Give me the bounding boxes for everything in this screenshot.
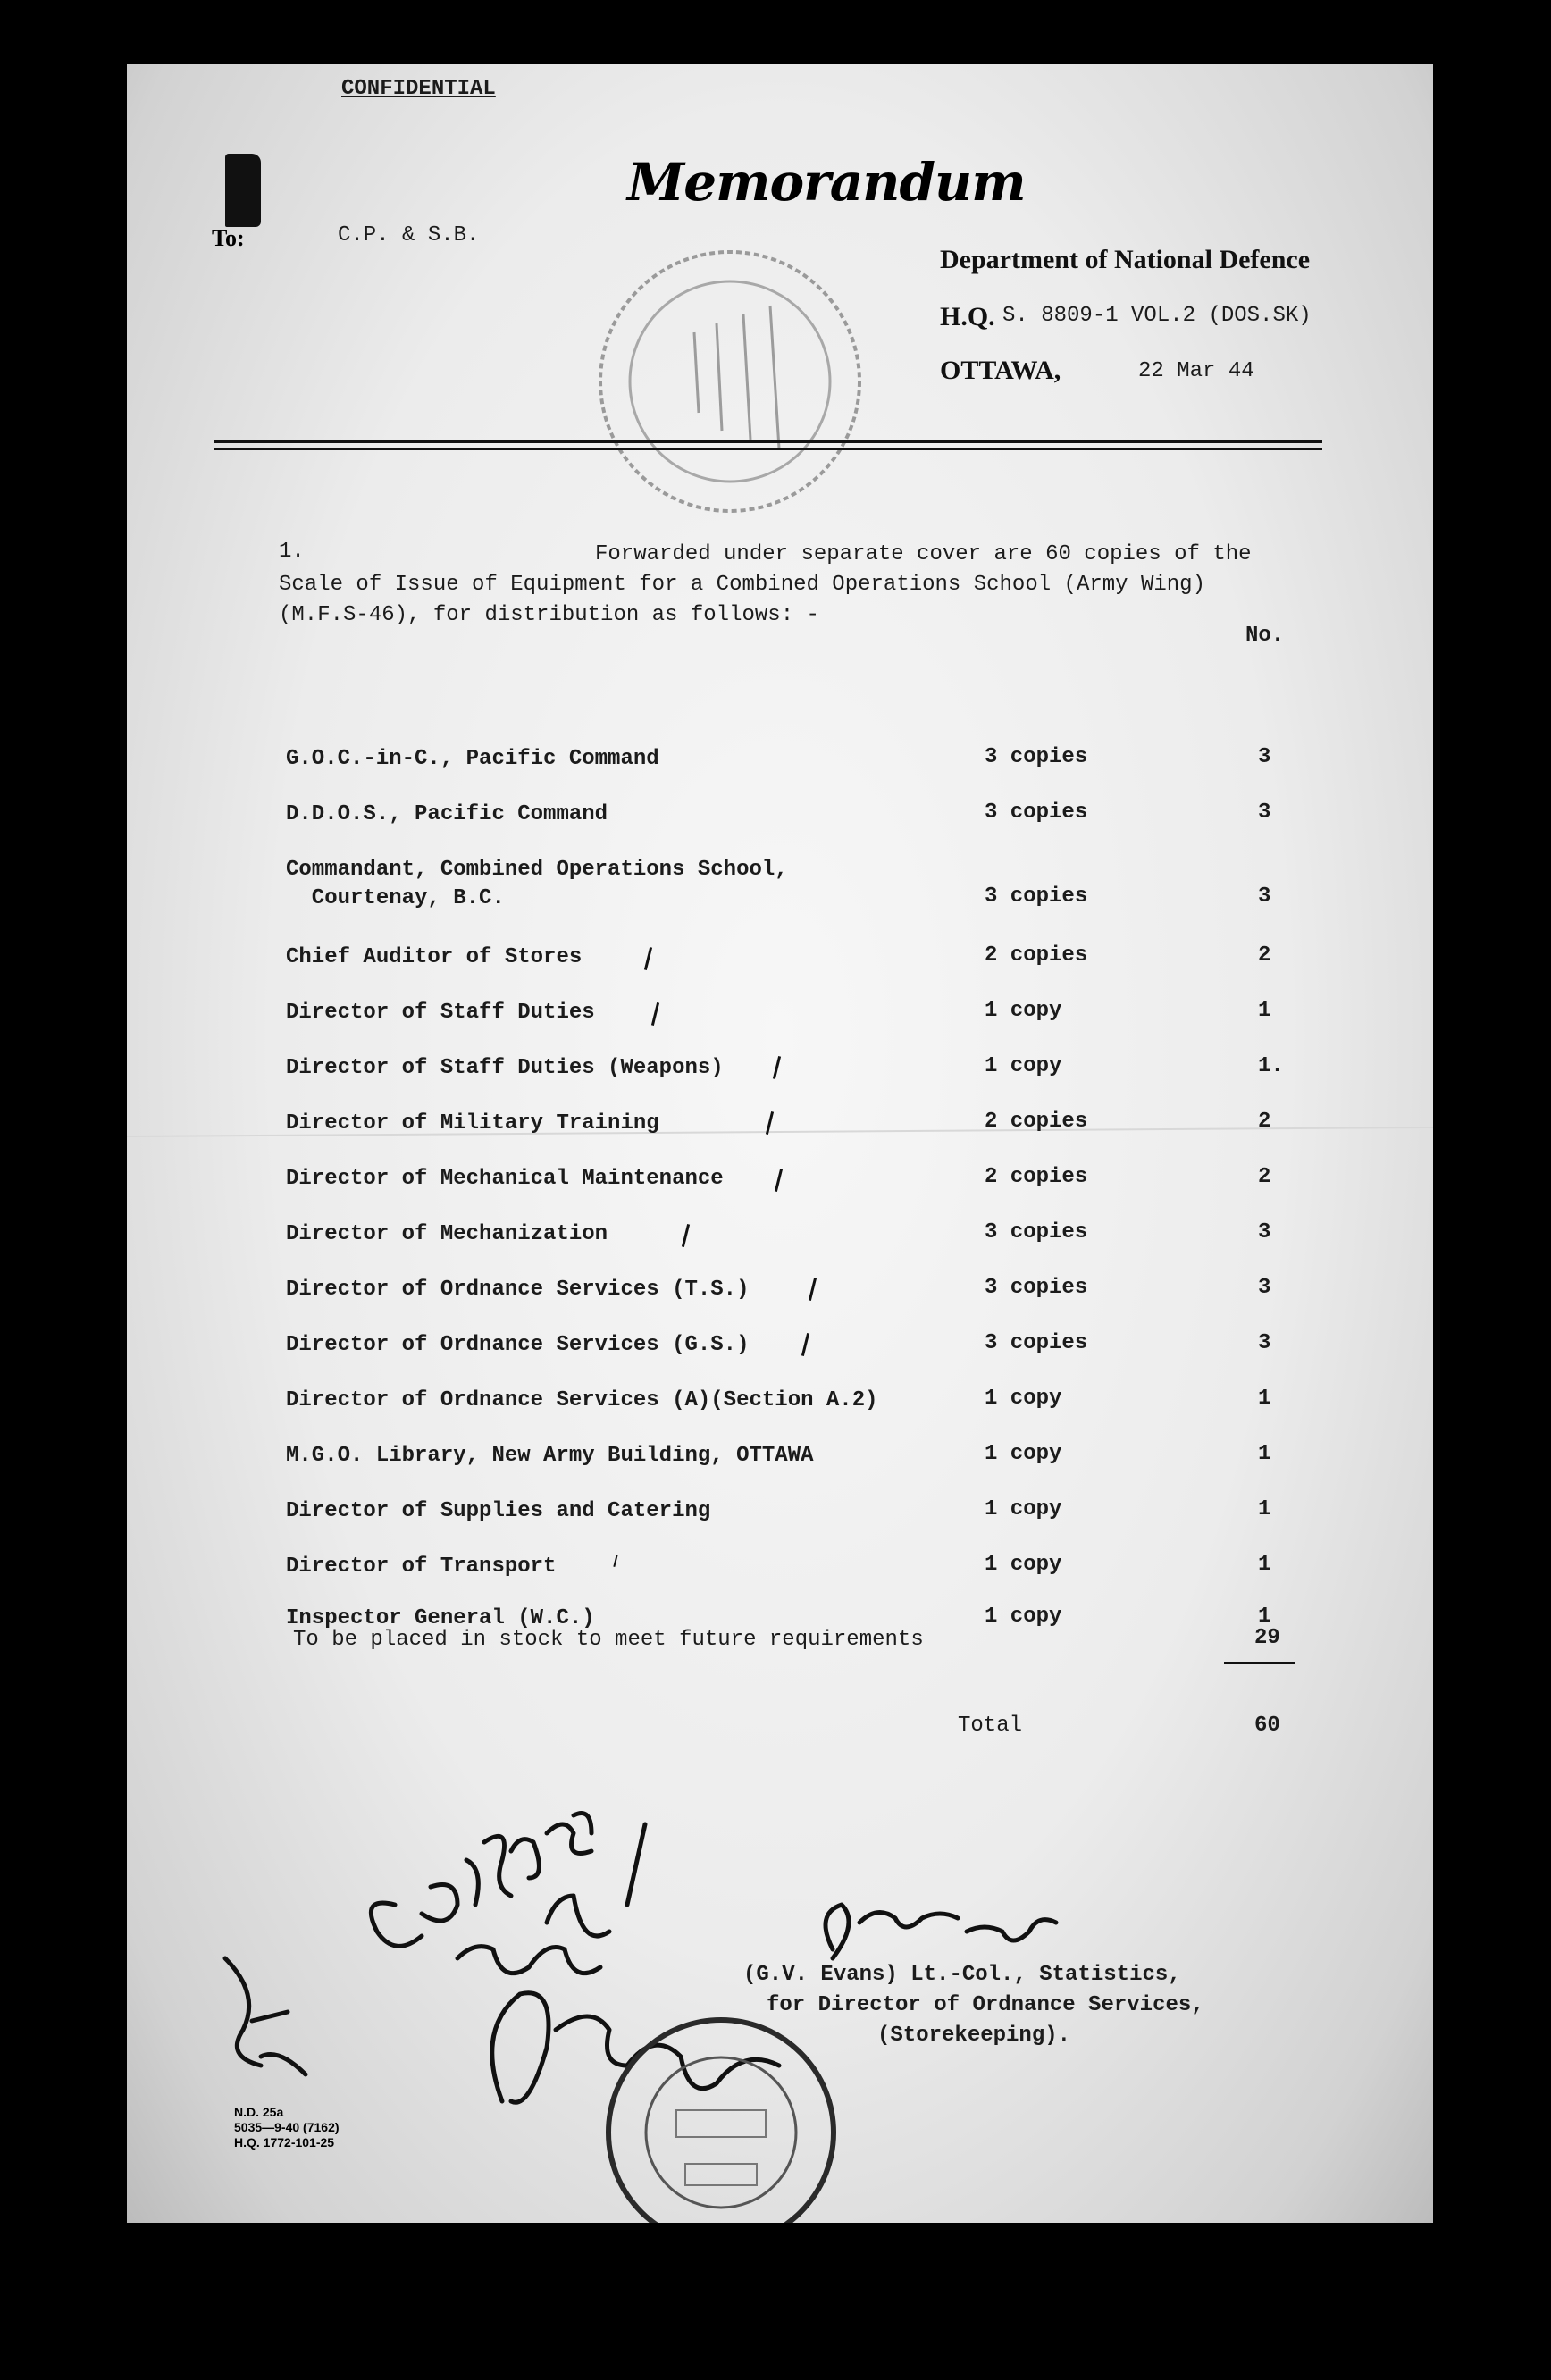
dist-row-no: 3: [1258, 884, 1271, 909]
dist-row-copies: 2 copies: [985, 1110, 1088, 1134]
ordnance-stamp: [600, 2012, 842, 2223]
dist-row-copies: 3 copies: [985, 884, 1088, 909]
dist-row-no: 3: [1258, 1220, 1271, 1244]
dist-row-name: Director of Staff Duties (Weapons): [286, 1056, 724, 1080]
paragraph-number: 1.: [279, 540, 305, 564]
dist-row-name: Director of Military Training: [286, 1111, 659, 1136]
dist-row-name: Commandant, Combined Operations School, Courtenay, B.C.: [286, 858, 788, 910]
total-label: Total: [958, 1714, 1023, 1738]
dist-row-copies: 1 copy: [985, 1054, 1062, 1078]
dist-row-copies: 3 copies: [985, 1331, 1088, 1355]
to-label: To:: [212, 225, 245, 251]
hq-file-number: S. 8809-1 VOL.2 (DOS.SK): [1002, 304, 1312, 328]
dist-row-copies: 3 copies: [985, 1276, 1088, 1300]
dist-row-name: Director of Ordnance Services (A)(Section A.2): [286, 1388, 878, 1412]
dist-row-name: Chief Auditor of Stores: [286, 945, 583, 969]
dist-row-copies: 1 copy: [985, 1605, 1062, 1629]
department-name: Department of National Defence: [940, 245, 1311, 274]
dist-row-copies: 2 copies: [985, 943, 1088, 968]
dist-row-no: 2: [1258, 943, 1271, 968]
dist-row-copies: 1 copy: [985, 1387, 1062, 1411]
form-footer: [234, 2105, 340, 2150]
stock-label: To be placed in stock to meet future requirements: [293, 1628, 924, 1652]
dist-row-name: Director of Ordnance Services (G.S.): [286, 1333, 750, 1357]
dist-row-no: 1: [1258, 1605, 1271, 1629]
dist-row-name: Director of Ordnance Services (T.S.): [286, 1278, 750, 1302]
dist-row-name: G.O.C.-in-C., Pacific Command: [286, 747, 659, 771]
city-label: OTTAWA,: [940, 356, 1061, 385]
dist-row-copies: 3 copies: [985, 1220, 1088, 1244]
dist-row-no: 1: [1258, 999, 1271, 1023]
dist-row-no: 1: [1258, 1553, 1271, 1577]
dist-row-no: 3: [1258, 745, 1271, 769]
dist-row-copies: 1 copy: [985, 1553, 1062, 1577]
dist-row-no: 2: [1258, 1165, 1271, 1189]
dist-row-copies: 3 copies: [985, 745, 1088, 769]
no-column-header: No.: [1245, 624, 1285, 648]
footer-line-1: N.D. 25a: [234, 2105, 284, 2119]
dist-row-name: Director of Supplies and Catering: [286, 1499, 711, 1523]
intro-paragraph: Forwarded under separate cover are 60 copies of the Scale of Issue of Equipment for a Combined Operations School (Army Wing) (M.F.S-46), for distribution as follows: -: [279, 542, 1252, 627]
dist-row-name: Inspector General (W.C.): [286, 1606, 595, 1630]
dist-row-no: 2: [1258, 1110, 1271, 1134]
dist-row-copies: 1 copy: [985, 999, 1062, 1023]
dist-row-name: Director of Staff Duties: [286, 1001, 595, 1025]
total-count: 60: [1254, 1714, 1280, 1738]
dist-row-name: Director of Transport: [286, 1555, 557, 1579]
classification-mark: CONFIDENTIAL: [341, 77, 496, 101]
memo-page: [127, 64, 1433, 2223]
dist-row-no: 1.: [1258, 1054, 1284, 1078]
dist-row-no: 3: [1258, 1331, 1271, 1355]
signature-line-3: (Storekeeping).: [877, 2024, 1071, 2048]
handwritten-annotations: [127, 64, 1433, 2223]
dist-row-no: 1: [1258, 1442, 1271, 1466]
dist-row-name: Director of Mechanical Maintenance: [286, 1167, 724, 1191]
dist-row-no: 3: [1258, 1276, 1271, 1300]
memo-title: Memorandum: [627, 152, 1026, 213]
signature-line-1: (G.V. Evans) Lt.-Col., Statistics,: [743, 1963, 1181, 1987]
dist-row-copies: 3 copies: [985, 800, 1088, 825]
dist-row-copies: 2 copies: [985, 1165, 1088, 1189]
dist-row-name: D.D.O.S., Pacific Command: [286, 802, 608, 826]
stock-count: 29: [1254, 1626, 1280, 1650]
dist-row-no: 3: [1258, 800, 1271, 825]
dist-row-no: 1: [1258, 1387, 1271, 1411]
memo-date: 22 Mar 44: [1138, 359, 1254, 383]
hq-label: H.Q.: [940, 302, 995, 331]
to-value: C.P. & S.B.: [338, 223, 480, 247]
footer-line-2: 5035—9-40 (7162): [234, 2120, 340, 2134]
dist-row-copies: 1 copy: [985, 1442, 1062, 1466]
dist-row-name: M.G.O. Library, New Army Building, OTTAWA: [286, 1444, 814, 1468]
dist-row-no: 1: [1258, 1497, 1271, 1521]
signature-line-2: for Director of Ordnance Services,: [767, 1993, 1204, 2017]
dist-row-name: Director of Mechanization: [286, 1222, 608, 1246]
footer-line-3: H.Q. 1772-101-25: [234, 2135, 335, 2150]
dist-row-copies: 1 copy: [985, 1497, 1062, 1521]
